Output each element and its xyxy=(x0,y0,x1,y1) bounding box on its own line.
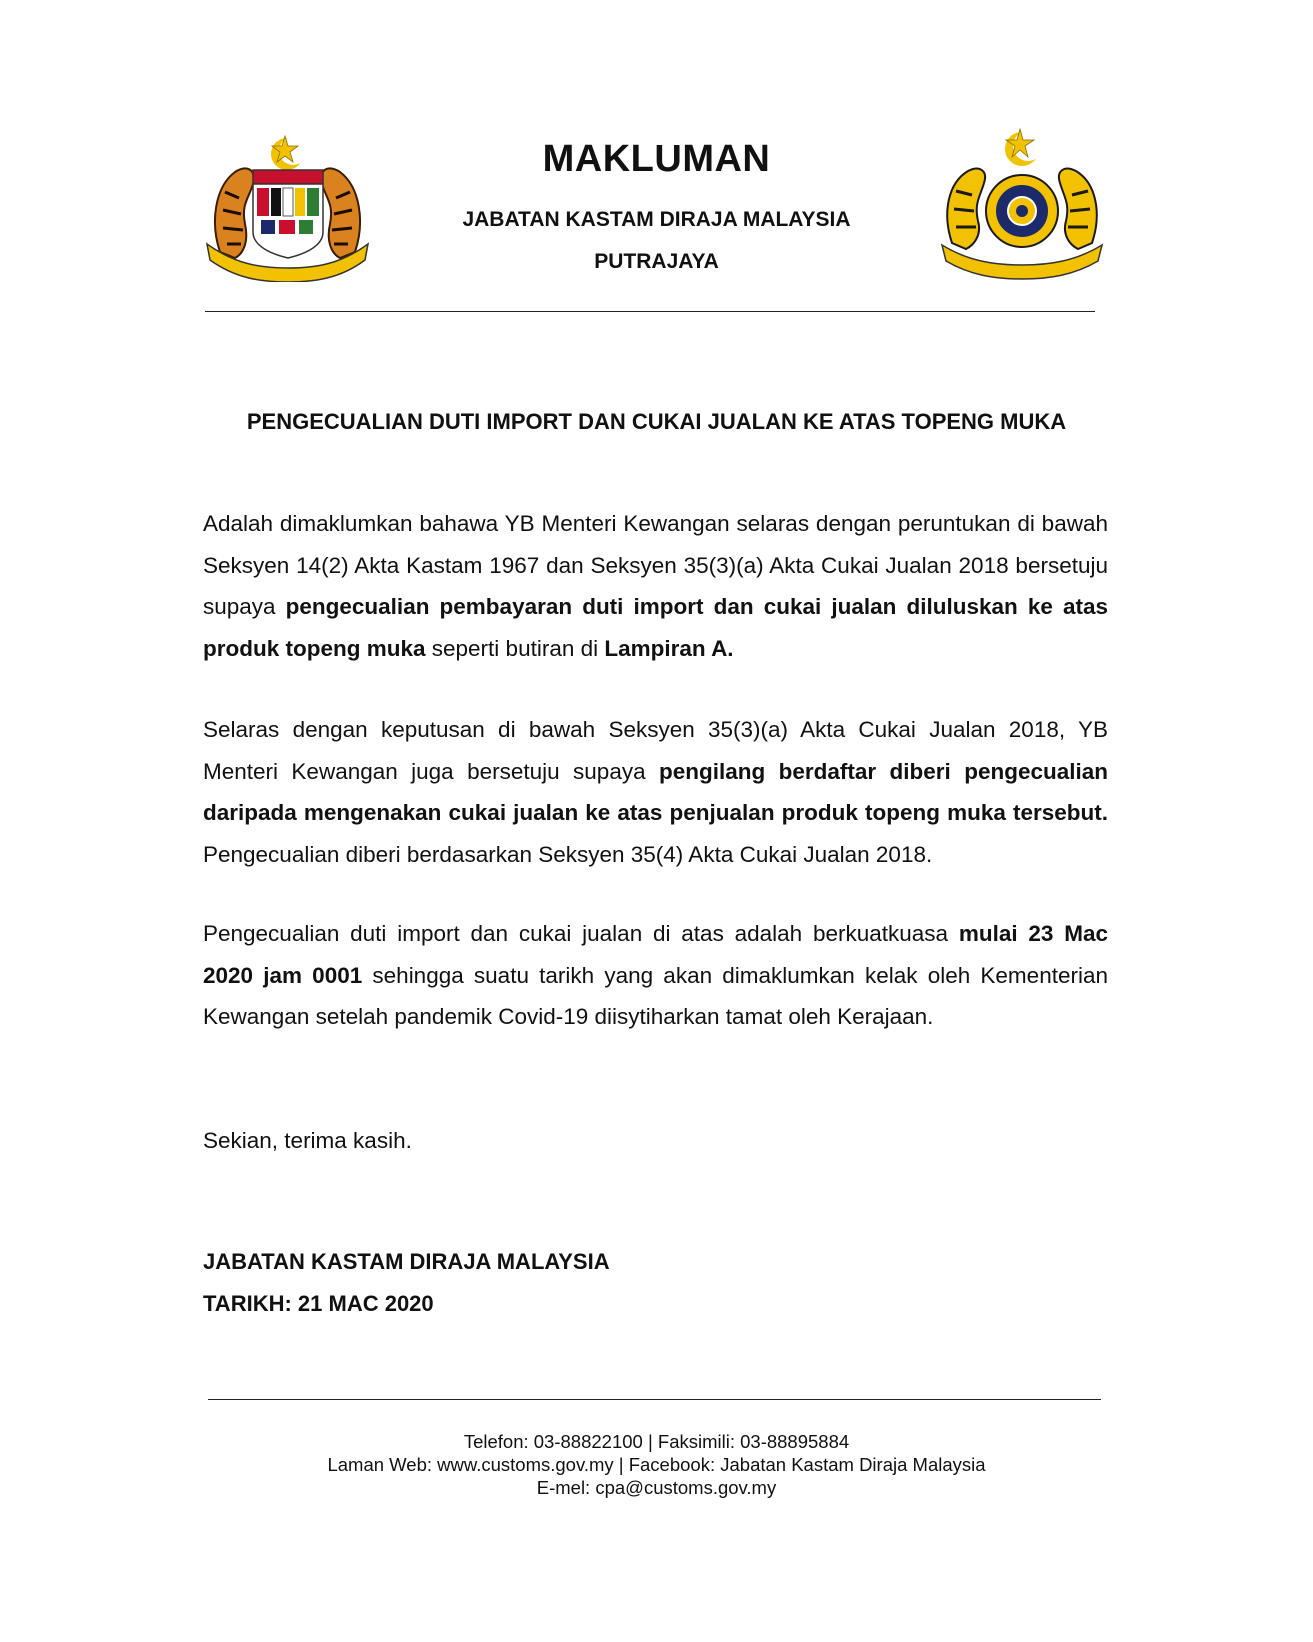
department-location: PUTRAJAYA xyxy=(594,250,719,273)
footer-email: E-mel: cpa@customs.gov.my xyxy=(536,1477,777,1498)
paragraph-2-text-a: Selaras dengan keputusan di bawah Seksyen 35(3)(a) Akta Cukai Jualan 2018, YB Menteri Kewangan juga bersetuju supaya xyxy=(203,717,1108,784)
paragraph-2-text-c: Pengecualian diberi berdasarkan Seksyen 35(4) Akta Cukai Jualan 2018. xyxy=(203,841,933,867)
paragraph-3-text-c: sehingga suatu tarikh yang akan dimaklumkan kelak oleh Kementerian Kewangan setelah pandemik Covid-19 diisytiharkan tamat oleh Kerajaan. xyxy=(203,962,1108,1029)
paragraph-1-text-c: seperti butiran di xyxy=(425,635,605,661)
paragraph-1-bold-d: Lampiran A. xyxy=(604,635,734,661)
footer-divider xyxy=(208,1399,1101,1400)
paragraph-2-bold-b: pengilang berdaftar diberi pengecualian daripada mengenakan cukai jualan ke atas penjualan produk topeng muka tersebut. xyxy=(203,758,1108,825)
paragraph-1-bold-b: pengecualian pembayaran duti import dan cukai jualan diluluskan ke atas produk topeng muka xyxy=(203,594,1108,661)
closing-text: Sekian, terima kasih. xyxy=(203,1128,412,1153)
header-divider xyxy=(205,311,1095,312)
paragraph-3-bold-b: mulai 23 Mac 2020 jam 0001 xyxy=(203,921,1108,988)
paragraph-1-text-a: Adalah dimaklumkan bahawa YB Menteri Kewangan selaras dengan peruntukan di bawah Seksyen 14(2) Akta Kastam 1967 dan Seksyen 35(3)(a) Akta Cukai Jualan 2018 bersetuju supaya xyxy=(203,511,1108,619)
footer-contact: Telefon: 03-88822100 | Faksimili: 03-88895884 xyxy=(463,1431,850,1452)
paragraph-1 xyxy=(203,503,1108,669)
signature-organization: JABATAN KASTAM DIRAJA MALAYSIA xyxy=(203,1249,610,1274)
signature-date: TARIKH: 21 MAC 2020 xyxy=(203,1291,434,1316)
paragraph-2 xyxy=(203,709,1108,875)
footer-web: Laman Web: www.customs.gov.my | Facebook: Jabatan Kastam Diraja Malaysia xyxy=(327,1454,986,1475)
department-name: JABATAN KASTAM DIRAJA MALAYSIA xyxy=(462,208,851,231)
paragraph-3-text-a: Pengecualian duti import dan cukai jualan di atas adalah berkuatkuasa xyxy=(203,921,959,946)
page-title: MAKLUMAN xyxy=(542,138,771,180)
notice-heading: PENGECUALIAN DUTI IMPORT DAN CUKAI JUALAN KE ATAS TOPENG MUKA xyxy=(246,409,1067,434)
paragraph-3 xyxy=(203,913,1108,1038)
